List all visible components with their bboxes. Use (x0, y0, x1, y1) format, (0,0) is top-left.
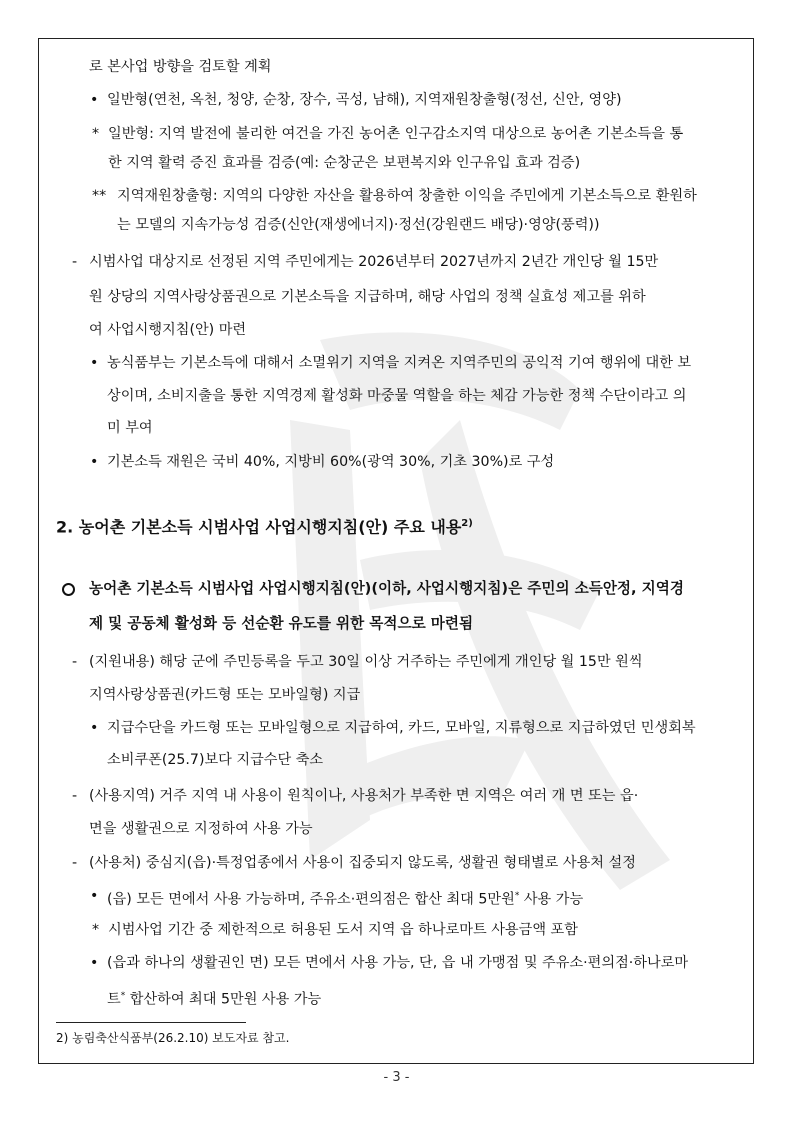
dash-marker: - (72, 855, 78, 871)
circle-bullet-icon (62, 583, 75, 596)
section-heading (56, 513, 473, 538)
text-fragment: 합산하여 최대 5만원 사용 가능 (125, 991, 322, 1008)
text-fragment: 트 (107, 991, 121, 1008)
note-star: * (92, 126, 100, 142)
text-line: 상이며, 소비지출을 통한 지역경제 활성화 마중물 역할을 하는 체감 가능한 정책 수단이라고 의 (107, 388, 687, 404)
note-star: * (92, 922, 100, 938)
note-star-marker: * (120, 991, 126, 1001)
text-line: 는 모델의 지속가능성 검증(신안(재생에너지)·정선(강원랜드 배당)·영양(풍력)) (117, 217, 600, 233)
footnote: 2) 농림축산식품부(26.2.10) 보도자료 참고. (56, 1031, 290, 1045)
text-line: 미 부여 (107, 420, 153, 436)
text-line: 시범사업 기간 중 제한적으로 허용된 도서 지역 읍 하나로마트 사용금액 포함 (108, 922, 578, 938)
text-line: 일반형(연천, 옥천, 청양, 순창, 장수, 곡성, 남해), 지역재원창출형(정선, 신안, 영양) (107, 92, 622, 108)
text-line: 소비쿠폰(25.7)보다 지급수단 축소 (107, 752, 324, 768)
text-line: 지역재원창출형: 지역의 다양한 자산을 활용하여 창출한 이익을 주민에게 기본소득으로 환원하 (117, 188, 697, 204)
bullet-dot: • (90, 955, 99, 971)
text-line: 지역사랑상품권(카드형 또는 모바일형) 지급 (89, 687, 361, 703)
text-line: 기본소득 재원은 국비 40%, 지방비 60%(광역 30%, 기초 30%)로 구성 (107, 454, 555, 470)
text-line: (지원내용) 해당 군에 주민등록을 두고 30일 이상 거주하는 주민에게 개인당 월 15만 원씩 (89, 654, 643, 670)
bullet-dot: • (90, 92, 99, 108)
text-line: 면을 생활권으로 지정하여 사용 가능 (89, 821, 313, 837)
text-line: 제 및 공동체 활성화 등 선순환 유도를 위한 목적으로 마련됨 (89, 615, 474, 632)
note-double-star: ** (92, 188, 107, 204)
text-fragment: 사용 가능 (519, 891, 584, 908)
text-line: 로 본사업 방향을 검토할 계획 (89, 59, 272, 75)
text-line: 여 사업시행지침(안) 마련 (89, 322, 247, 338)
note-star-marker: * (514, 891, 520, 901)
text-line: 원 상당의 지역사랑상품권으로 기본소득을 지급하며, 해당 사업의 정책 실효성 제고를 위하 (89, 289, 646, 305)
text-line: (읍과 하나의 생활권인 면) 모든 면에서 사용 가능, 단, 읍 내 가맹점 및 주유소·편의점·하나로마 (107, 955, 689, 971)
footnote-ref: 2) (461, 518, 473, 529)
bullet-dot: • (90, 355, 99, 371)
footnote-divider (56, 1022, 246, 1023)
text-line: (사용지역) 거주 지역 내 사용이 원칙이나, 사용처가 부족한 면 지역은 여러 개 면 또는 읍· (89, 788, 639, 804)
text-line: 농식품부는 기본소득에 대해서 소멸위기 지역을 지켜온 지역주민의 공익적 기여 행위에 대한 보 (107, 355, 692, 371)
text-line: (사용처) 중심지(읍)·특정업종에서 사용이 집중되지 않도록, 생활권 형태별로 사용처 설정 (89, 855, 636, 871)
text-line: 일반형: 지역 발전에 불리한 여건을 가진 농어촌 인구감소지역 대상으로 농어촌 기본소득을 통 (108, 126, 684, 142)
text-line (107, 886, 583, 910)
section-heading-text: 2. 농어촌 기본소득 시범사업 사업시행지침(안) 주요 내용 (56, 517, 462, 537)
text-fragment: (읍) 모든 면에서 사용 가능하며, 주유소·편의점은 합산 최대 5만원 (107, 891, 515, 908)
bullet-dot: • (90, 720, 99, 736)
text-line: 농어촌 기본소득 시범사업 사업시행지침(안)(이하, 사업시행지침)은 주민의 소득안정, 지역경 (89, 580, 684, 597)
bullet-dot: • (90, 888, 99, 904)
dash-marker: - (72, 654, 78, 670)
dash-marker: - (72, 788, 78, 804)
text-line: 한 지역 활력 증진 효과를 검증(예: 순창군은 보편복지와 인구유입 효과 검증) (108, 155, 581, 171)
text-line (107, 986, 321, 1010)
dash-marker: - (72, 254, 78, 270)
text-line: 시범사업 대상지로 선정된 지역 주민에게는 2026년부터 2027년까지 2년간 개인당 월 15만 (89, 254, 659, 270)
bullet-dot: • (90, 454, 99, 470)
page-number: - 3 - (383, 1070, 410, 1085)
text-line: 지급수단을 카드형 또는 모바일형으로 지급하여, 카드, 모바일, 지류형으로 지급하였던 민생회복 (107, 720, 696, 736)
